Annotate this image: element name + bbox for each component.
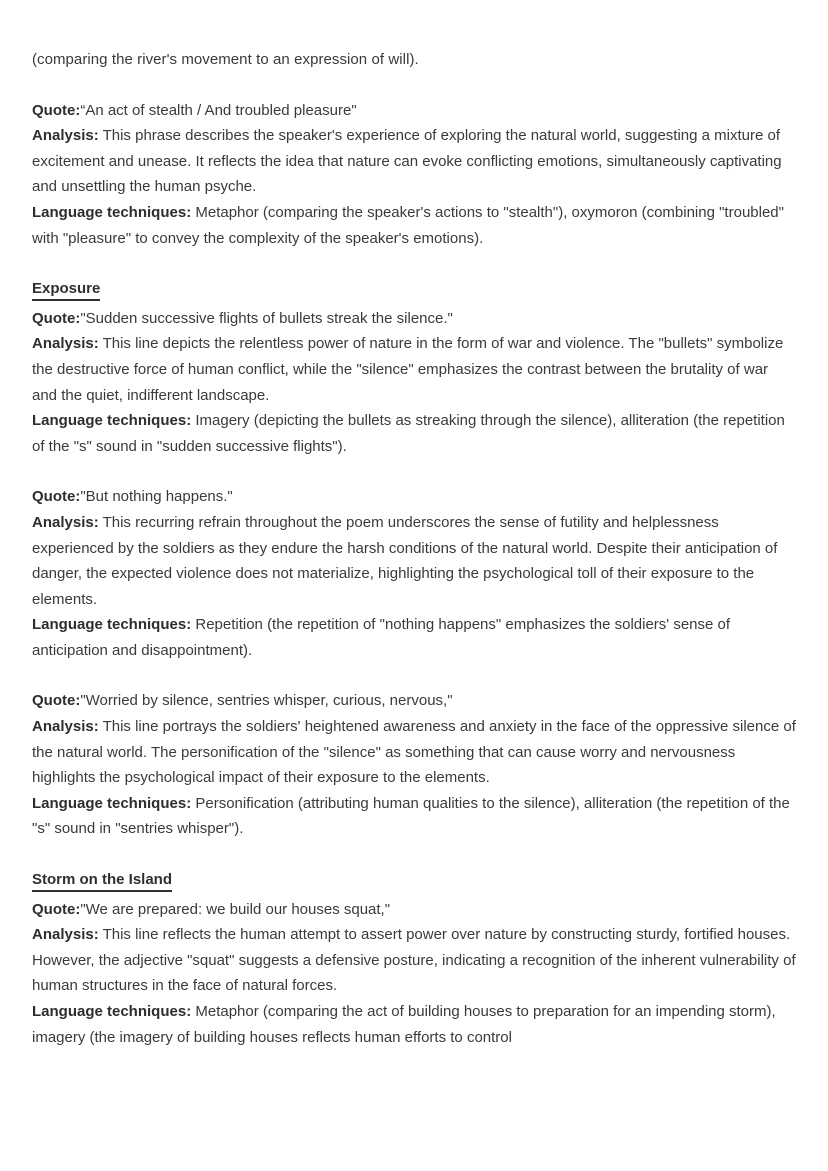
analysis-label: Analysis: xyxy=(32,926,99,944)
analysis-entry xyxy=(32,484,797,663)
techniques-line xyxy=(32,791,797,842)
quote-text: "We are prepared: we build our houses squat," xyxy=(80,900,391,918)
quote-label: Quote: xyxy=(32,488,81,506)
techniques-text: Metaphor (comparing the speaker's actions to "stealth"), oxymoron (combining "troubled" with "pleasure" to convey the complexity of the speaker's emotions). xyxy=(32,203,784,247)
analysis-text: This phrase describes the speaker's experience of exploring the natural world, suggesting a mixture of excitement and unease. It reflects the idea that nature can evoke conflicting emotions, simultaneously captivating and unsettling the human psyche. xyxy=(32,127,782,196)
techniques-label: Language techniques: xyxy=(32,794,192,812)
quote-line xyxy=(32,897,797,923)
quote-text: "Sudden successive flights of bullets streak the silence." xyxy=(80,309,453,327)
techniques-line xyxy=(32,200,797,251)
quote-line xyxy=(32,484,797,510)
techniques-line xyxy=(32,408,797,459)
analysis-label: Analysis: xyxy=(32,718,99,736)
section-storm-on-the-island xyxy=(32,867,797,1050)
techniques-text: Metaphor (comparing the act of building houses to preparation for an impending storm), imagery (the imagery of building houses reflects human efforts to control xyxy=(32,1003,776,1046)
section-exposure xyxy=(32,276,797,842)
techniques-text: Imagery (depicting the bullets as streaking through the silence), alliteration (the repetition of the "s" sound in "sudden successive flights"). xyxy=(32,412,785,455)
analysis-label: Analysis: xyxy=(32,335,99,353)
section-heading-exposure xyxy=(32,276,797,302)
techniques-label: Language techniques: xyxy=(32,1003,192,1020)
analysis-line xyxy=(32,510,797,612)
quote-label: Quote: xyxy=(32,101,81,119)
quote-text: “An act of stealth / And troubled pleasure" xyxy=(80,101,357,119)
analysis-line xyxy=(32,714,797,791)
section-heading-text: Storm on the Island xyxy=(32,869,172,892)
analysis-text: This line depicts the relentless power of nature in the form of war and violence. The "bullets" symbolize the destructive force of human conflict, while the "silence" emphasizes the contrast between the brutality of war and the quiet, indifferent landscape. xyxy=(32,335,784,404)
analysis-line xyxy=(32,123,797,200)
analysis-entry xyxy=(32,306,797,460)
analysis-entry xyxy=(32,897,797,1051)
quote-label: Quote: xyxy=(32,309,81,327)
section-heading-text: Exposure xyxy=(32,278,100,301)
analysis-text: This line portrays the soldiers' heightened awareness and anxiety in the face of the oppressive silence of the natural world. The personification of the "silence" as something that can cause worry and nervousness highlights the psychological impact of their exposure to the elements. xyxy=(32,718,796,787)
analysis-label: Analysis: xyxy=(32,513,99,531)
quote-line xyxy=(32,688,797,714)
quote-text: "Worried by silence, sentries whisper, curious, nervous," xyxy=(80,692,453,710)
analysis-text: This line reflects the human attempt to assert power over nature by constructing sturdy, fortified houses. However, the adjective "squat" suggests a defensive posture, indicating a recognition of the inherent vulnerability of human structures in the face of natural forces. xyxy=(32,926,796,995)
analysis-label: Analysis: xyxy=(32,127,99,145)
quote-line xyxy=(32,306,797,332)
analysis-entry xyxy=(32,98,797,252)
quote-line xyxy=(32,98,797,124)
continuation-paragraph: (comparing the river's movement to an expression of will). xyxy=(32,51,419,68)
techniques-text: Personification (attributing human qualities to the silence), alliteration (the repetition of the "s" sound in "sentries whisper"). xyxy=(32,794,790,838)
techniques-line xyxy=(32,999,797,1050)
techniques-label: Language techniques: xyxy=(32,203,192,221)
analysis-line xyxy=(32,331,797,408)
techniques-text: Repetition (the repetition of "nothing happens" emphasizes the soldiers' sense of anticipation and disappointment). xyxy=(32,616,731,659)
analysis-entry xyxy=(32,688,797,842)
document-body xyxy=(32,47,797,1075)
techniques-label: Language techniques: xyxy=(32,616,192,634)
quote-label: Quote: xyxy=(32,900,81,918)
quote-text: "But nothing happens." xyxy=(80,488,233,506)
section-heading-storm-on-the-island xyxy=(32,867,797,893)
analysis-line xyxy=(32,922,797,999)
analysis-text: This recurring refrain throughout the poem underscores the sense of futility and helplessness experienced by the soldiers as they endure the harsh conditions of the natural world. Despite their anticipation of danger, the expected violence does not materialize, highlighting the psychological toll of their exposure to the elements. xyxy=(32,513,778,608)
quote-label: Quote: xyxy=(32,692,81,710)
techniques-line xyxy=(32,612,797,663)
techniques-label: Language techniques: xyxy=(32,412,192,430)
